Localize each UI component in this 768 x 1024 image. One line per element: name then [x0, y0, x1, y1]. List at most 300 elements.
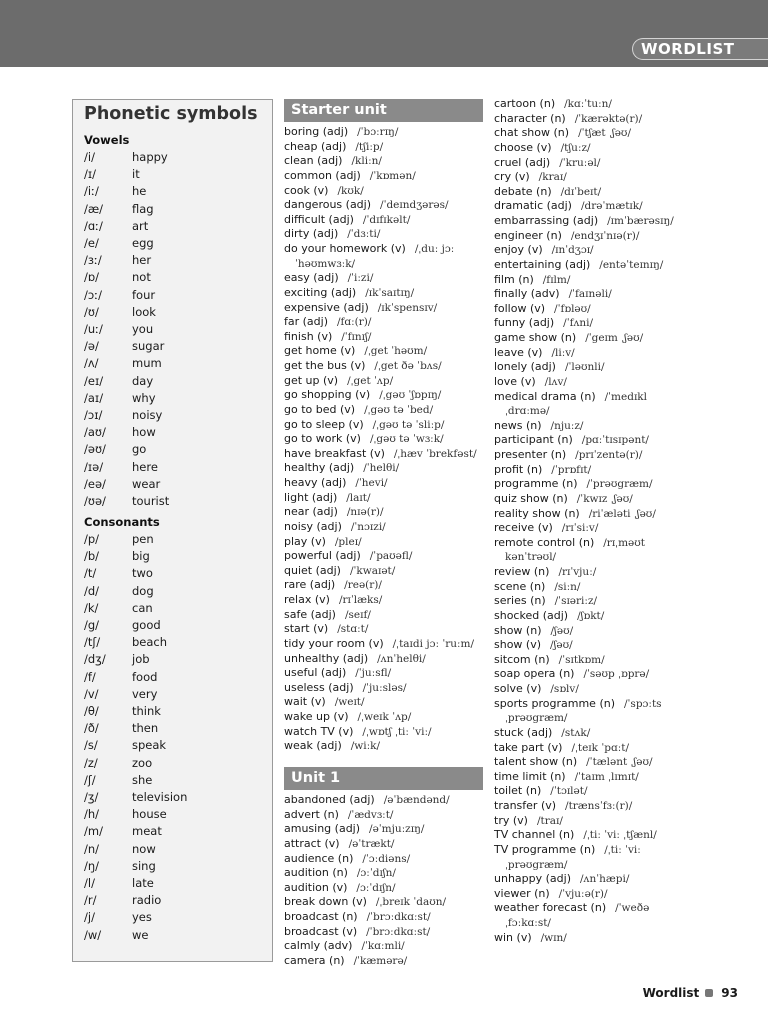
pronunciation: /ˌtiː ˈviː: [604, 843, 641, 856]
pronunciation: /trænsˈfɜː(r)/: [565, 800, 633, 812]
word-entry: [284, 505, 489, 520]
word-entry: [494, 229, 699, 244]
pronunciation: ˌfɔːkɑːst/: [505, 917, 551, 929]
headword: go shopping (v): [284, 388, 371, 402]
consonant-row: [84, 669, 157, 686]
headword: camera (n): [284, 953, 345, 967]
word-entry: [494, 931, 699, 946]
headword: go to sleep (v): [284, 417, 364, 431]
headword: finally (adv): [494, 287, 560, 301]
word-entry: [284, 739, 489, 754]
headword: series (n): [494, 594, 546, 608]
headword: lonely (adj): [494, 360, 556, 374]
word-entry: [284, 213, 489, 228]
pronunciation: /ʃəʊ/: [550, 639, 573, 652]
word-entry: [494, 185, 699, 200]
pronunciation: /ˈɔːdiəns/: [362, 852, 411, 865]
headword: wake up (v): [284, 710, 349, 723]
word-entry: [284, 808, 489, 823]
consonant-row: [84, 823, 162, 840]
headword: talent show (n): [494, 755, 578, 769]
consonant-row: [84, 737, 166, 754]
word-entry: [494, 273, 699, 288]
pronunciation: /riˈæləti ˌʃəʊ/: [588, 507, 656, 520]
headword: leave (v): [494, 345, 543, 359]
headword: TV channel (n): [494, 828, 575, 842]
pronunciation: /ˈtaɪm ˌlɪmɪt/: [574, 770, 639, 783]
phonetic-symbol: /l/: [84, 876, 95, 890]
word-entry: [494, 594, 699, 609]
word-entry: [284, 461, 489, 476]
page-number: 93: [721, 986, 738, 1000]
word-entry: [494, 419, 699, 434]
example-word: zoo: [132, 755, 153, 770]
word-entry: [284, 549, 489, 564]
headword: attract (v): [284, 836, 340, 850]
headword: sports programme (n): [494, 696, 615, 710]
phonetic-symbol: /uː/: [84, 322, 103, 336]
example-word: yes: [132, 910, 152, 925]
pronunciation: /ˈiːzi/: [347, 272, 374, 285]
pronunciation: /ˈpaʊəfl/: [369, 550, 413, 563]
pronunciation: /ˈsɪəriːz/: [554, 595, 598, 608]
pronunciation: /ʃəʊ/: [550, 624, 574, 637]
pronunciation: /drəˈmætɪk/: [580, 200, 643, 213]
consonant-row: [84, 927, 148, 944]
word-entry: [494, 609, 699, 624]
phonetic-symbol: /s/: [84, 738, 98, 753]
word-entry: [494, 916, 699, 931]
word-entry: [284, 374, 489, 389]
headword: break down (v): [284, 895, 367, 909]
pronunciation: /kɑːˈtuːn/: [564, 98, 612, 110]
headword: broadcast (v): [284, 924, 358, 938]
headword: broadcast (n): [284, 910, 358, 923]
vowel-row: [84, 183, 146, 200]
word-entry: [494, 755, 699, 770]
pronunciation: /ˈləʊnli/: [564, 361, 605, 374]
pronunciation: /ˈbrɔːdkɑːst/: [366, 911, 431, 923]
word-entry: [494, 638, 699, 653]
word-entry: [284, 184, 489, 199]
starter-unit-header: Starter unit: [284, 99, 483, 122]
word-entry: [284, 710, 489, 725]
consonant-row: [84, 634, 167, 651]
phonetic-symbol: /tʃ/: [84, 635, 101, 650]
word-entry: [494, 726, 699, 741]
pronunciation: /ˌhæv ˈbrekfəst/: [393, 447, 477, 460]
pronunciation: /ˈkærəktə(r)/: [574, 112, 643, 125]
pronunciation: /ˌgəʊ tə ˈbed/: [364, 403, 434, 416]
headword: relax (v): [284, 593, 330, 606]
example-word: beach: [132, 635, 168, 650]
pronunciation: /ˈnɔɪzi/: [350, 520, 386, 533]
headword: go to work (v): [284, 432, 361, 446]
word-entry: [494, 126, 699, 141]
word-entry: [284, 344, 489, 359]
pronunciation: /ɔːˈdɪʃn/: [356, 881, 396, 894]
word-entry: [494, 828, 699, 843]
headword: entertaining (adj): [494, 257, 591, 271]
headword: dirty (adj): [284, 227, 339, 241]
pronunciation: /ˌget ˈhəʊm/: [364, 345, 428, 358]
example-word: noisy: [132, 408, 163, 422]
word-entry: [284, 520, 489, 535]
vowel-row: [84, 252, 151, 269]
word-entry: [284, 271, 489, 286]
pronunciation: /ˈgeɪm ˌʃəʊ/: [585, 332, 644, 344]
example-word: pen: [132, 532, 154, 546]
pronunciation: /tʃiːp/: [355, 140, 384, 153]
phonetic-symbol: /n/: [84, 841, 100, 856]
example-word: she: [132, 772, 153, 787]
pronunciation: /ɔːˈdɪʃn/: [356, 867, 396, 880]
word-entry: [494, 360, 699, 375]
example-word: think: [132, 704, 161, 718]
word-entry: [494, 302, 699, 317]
pronunciation: /ˈfaɪnəli/: [568, 288, 612, 301]
word-entry: [494, 199, 699, 214]
pronunciation: /fɑː(r)/: [337, 316, 372, 329]
headword: exciting (adj): [284, 285, 357, 299]
vowels-heading: Vowels: [84, 133, 130, 147]
pronunciation: /ˈmedɪkl: [604, 390, 648, 403]
pronunciation: /ˈprəʊgræm/: [586, 478, 653, 491]
word-entry: [284, 725, 489, 740]
pronunciation: /reə(r)/: [344, 579, 382, 592]
vowel-row: [84, 338, 164, 355]
word-entry: [284, 140, 489, 155]
pronunciation: /laɪt/: [346, 491, 371, 504]
headword: win (v): [494, 930, 532, 944]
pronunciation: /kliːn/: [351, 155, 382, 168]
headword: do your homework (v): [284, 242, 406, 255]
pronunciation: /sɒlv/: [550, 683, 579, 695]
headword: follow (v): [494, 301, 546, 315]
example-word: here: [132, 459, 158, 474]
word-entry: [284, 622, 489, 637]
headword: scene (n): [494, 579, 546, 593]
pronunciation: /ˈsɪtkɒm/: [558, 653, 605, 666]
word-entry: [494, 404, 699, 419]
pronunciation: /ˌtiː ˈviː ˌtʃænl/: [583, 829, 657, 842]
word-entry: [284, 939, 489, 954]
consonant-row: [84, 651, 150, 668]
phonetic-symbol: /g/: [84, 618, 100, 632]
word-entry: [284, 666, 489, 681]
pronunciation: /ʌnˈhæpi/: [580, 873, 630, 886]
consonant-row: [84, 548, 150, 565]
headword: start (v): [284, 622, 329, 636]
word-entry: [494, 799, 699, 814]
pronunciation: /ˌduː jɔː: [414, 243, 455, 255]
phonetic-symbol: /ɑː/: [84, 218, 103, 233]
headword: cartoon (n): [494, 97, 556, 110]
pronunciation: /wiːk/: [350, 740, 381, 753]
word-entry: [494, 580, 699, 595]
headword: abandoned (adj): [284, 793, 375, 806]
pronunciation: /ˈtʃæt ˌʃəʊ/: [578, 127, 631, 140]
headword: medical drama (n): [494, 389, 596, 403]
footer-label: Wordlist: [642, 986, 700, 1000]
word-entry: [284, 881, 489, 896]
headword: finish (v): [284, 329, 333, 343]
pronunciation: /pleɪ/: [334, 535, 362, 548]
phonetic-symbols-box: [72, 99, 273, 962]
pronunciation: ˌprəʊgræm/: [505, 858, 568, 871]
phonetic-symbol: /ɔː/: [84, 287, 102, 302]
word-entry: [494, 97, 699, 112]
pronunciation: /rɪˈsiːv/: [561, 522, 599, 535]
phonetic-symbol: /v/: [84, 686, 99, 701]
pronunciation: /ˈkæmərə/: [353, 954, 408, 967]
example-word: art: [132, 218, 149, 233]
example-word: he: [132, 184, 147, 199]
phonetic-symbol: /t/: [84, 566, 97, 581]
example-word: good: [132, 618, 161, 632]
pronunciation: ˈhəʊmwɜːk/: [295, 257, 356, 270]
word-entry: [494, 901, 699, 916]
headword: amusing (adj): [284, 822, 361, 836]
phonetic-symbol: /ʌ/: [84, 356, 99, 371]
word-entry: [494, 390, 699, 405]
word-entry: [494, 843, 699, 858]
word-entry: [494, 887, 699, 902]
consonant-row: [84, 583, 154, 600]
consonant-row: [84, 755, 152, 772]
pronunciation: /kraɪ/: [538, 171, 567, 184]
headword: embarrassing (adj): [494, 214, 599, 227]
phonetic-symbol: /ʒ/: [84, 790, 99, 804]
consonant-row: [84, 909, 152, 926]
headword: unhealthy (adj): [284, 651, 369, 665]
word-entry: [284, 695, 489, 710]
pronunciation: /ˈdɪfɪkəlt/: [362, 213, 411, 226]
pronunciation: /stɑːt/: [337, 623, 369, 636]
word-entry: [494, 624, 699, 639]
vowel-row: [84, 166, 140, 183]
word-entry: [494, 141, 699, 156]
word-entry: [284, 822, 489, 837]
word-entry: [284, 125, 489, 140]
pronunciation: /ˌget ðə ˈbʌs/: [374, 360, 442, 372]
vowel-row: [84, 201, 154, 218]
headword: enjoy (v): [494, 243, 543, 257]
headword: review (n): [494, 565, 550, 578]
headword: stuck (adj): [494, 725, 553, 739]
example-word: big: [132, 549, 150, 564]
example-word: her: [132, 253, 152, 268]
headword: weather forecast (n): [494, 901, 607, 915]
word-entry: [494, 112, 699, 127]
pronunciation: /əˈtrækt/: [348, 837, 395, 850]
headword: advert (n): [284, 807, 339, 821]
page-footer: [643, 986, 738, 1000]
pronunciation: /ˈfɒləʊ/: [554, 302, 591, 315]
vowel-row: [84, 321, 153, 338]
headword: remote control (n): [494, 535, 595, 549]
headword: sitcom (n): [494, 652, 550, 666]
phonetic-symbol: /j/: [84, 910, 95, 925]
pronunciation: /ˌweɪk ˈʌp/: [357, 711, 412, 723]
pronunciation: /wɪn/: [540, 931, 567, 944]
word-entry: [284, 447, 489, 462]
word-entry: [284, 866, 489, 881]
example-word: day: [132, 373, 154, 388]
pronunciation: /ˈbɔːrɪŋ/: [357, 126, 399, 138]
pronunciation: /ˌteɪk ˈpɑːt/: [571, 741, 629, 754]
headword: TV programme (n): [494, 842, 596, 856]
headword: have breakfast (v): [284, 446, 385, 460]
word-entry: [284, 681, 489, 696]
pronunciation: /rɪˈlæks/: [338, 594, 383, 606]
word-entry: [284, 925, 489, 940]
phonetic-symbol: /ʃ/: [84, 772, 96, 787]
headword: cruel (adj): [494, 155, 551, 169]
headword: light (adj): [284, 490, 338, 504]
word-entry: [284, 403, 489, 418]
phonetic-symbol: /m/: [84, 824, 103, 839]
vowel-row: [84, 390, 156, 407]
pronunciation: /ˈkɒmən/: [369, 169, 416, 182]
unit1-header: Unit 1: [284, 767, 483, 790]
example-word: go: [132, 442, 147, 457]
headword: calmly (adv): [284, 939, 353, 953]
pronunciation: /ˈfʌni/: [563, 317, 594, 330]
pronunciation: /ˈtɔɪlət/: [550, 785, 588, 798]
word-entry: [284, 418, 489, 433]
vowel-row: [84, 304, 156, 321]
word-entry: [494, 316, 699, 331]
headword: wait (v): [284, 695, 326, 709]
word-entry: [284, 564, 489, 579]
pronunciation: /ʌnˈhelθi/: [377, 652, 426, 665]
phonetic-symbol: /dʒ/: [84, 652, 106, 667]
headword: tidy your room (v): [284, 636, 384, 650]
vowel-row: [84, 149, 168, 166]
phonetic-symbol: /i/: [84, 150, 95, 164]
pronunciation: ˌprəʊgræm/: [505, 712, 568, 725]
example-word: mum: [132, 356, 162, 371]
headword: useless (adj): [284, 680, 354, 694]
pronunciation: /ɪnˈdʒɔɪ/: [551, 244, 594, 257]
word-entry: [284, 910, 489, 925]
phonetic-title: Phonetic symbols: [84, 104, 258, 124]
pronunciation: /ˈkwaɪət/: [349, 564, 396, 577]
vowel-row: [84, 441, 146, 458]
consonant-row: [84, 875, 154, 892]
vowel-row: [84, 407, 162, 424]
headword: far (adj): [284, 315, 328, 329]
headword: soap opera (n): [494, 667, 575, 681]
headword: character (n): [494, 111, 566, 125]
word-entry: [284, 593, 489, 608]
pronunciation: /ˈdeɪndʒərəs/: [380, 199, 449, 212]
word-entry: [494, 214, 699, 229]
word-entry: [494, 331, 699, 346]
word-entry: [494, 258, 699, 273]
pronunciation: /rɪˈvjuː/: [558, 566, 597, 578]
pronunciation: /endʒɪˈnɪə(r)/: [570, 229, 640, 242]
headword: near (adj): [284, 505, 338, 519]
word-entry: [494, 711, 699, 726]
pronunciation: /ɪkˈspensɪv/: [377, 301, 438, 314]
square-bullet-icon: [705, 989, 713, 997]
word-entry: [494, 463, 699, 478]
consonants-heading: Consonants: [84, 515, 160, 529]
word-entry: [494, 448, 699, 463]
headword: get up (v): [284, 373, 339, 387]
consonant-row: [84, 841, 156, 858]
word-entry: [494, 243, 699, 258]
headword: toilet (n): [494, 784, 542, 798]
word-entry: [284, 637, 489, 652]
example-word: dog: [132, 583, 154, 598]
headword: quiet (adj): [284, 563, 341, 577]
headword: rare (adj): [284, 578, 336, 592]
headword: shocked (adj): [494, 608, 569, 622]
pronunciation: /ˌgəʊ ˈʃɒpɪŋ/: [379, 389, 442, 402]
pronunciation: /traɪ/: [536, 814, 563, 827]
pronunciation: /ˈfɪnɪʃ/: [341, 330, 372, 343]
pronunciation: /fɪlm/: [542, 273, 571, 286]
phonetic-symbol: /eə/: [84, 476, 106, 491]
headword: receive (v): [494, 521, 553, 535]
consonant-row: [84, 617, 161, 634]
word-entry: [284, 954, 489, 969]
pronunciation: /ˈhevi/: [355, 477, 388, 489]
example-word: four: [132, 287, 156, 302]
vowel-row: [84, 235, 154, 252]
headword: choose (v): [494, 140, 552, 154]
headword: cook (v): [284, 183, 329, 197]
pronunciation: /ˈvjuːə(r)/: [558, 887, 608, 900]
vowel-row: [84, 287, 155, 304]
word-entry: [284, 388, 489, 403]
phonetic-symbol: /aɪ/: [84, 390, 104, 405]
pronunciation: /ˈprɒfɪt/: [551, 463, 592, 476]
headword: weak (adj): [284, 739, 342, 753]
example-word: late: [132, 876, 154, 890]
word-entry: [494, 536, 699, 551]
headword: clean (adj): [284, 154, 343, 168]
pronunciation: /ɪmˈbærəsɪŋ/: [607, 215, 674, 227]
phonetic-symbol: /aʊ/: [84, 425, 106, 440]
word-entry: [494, 858, 699, 873]
headword: healthy (adj): [284, 461, 355, 475]
word-entry: [284, 432, 489, 447]
pronunciation: /seɪf/: [344, 608, 371, 621]
word-entry: [494, 477, 699, 492]
pronunciation: /ˌgəʊ tə ˈsliːp/: [372, 418, 445, 431]
phonetic-symbol: /ʊə/: [84, 494, 106, 508]
headword: chat show (n): [494, 126, 570, 140]
headword: show (v): [494, 638, 542, 652]
headword: cheap (adj): [284, 139, 347, 153]
example-word: how: [132, 425, 156, 440]
pronunciation: /stʌk/: [561, 726, 591, 739]
headword: programme (n): [494, 477, 578, 491]
headword: game show (n): [494, 331, 577, 344]
word-entry: [494, 697, 699, 712]
headword: quiz show (n): [494, 491, 568, 505]
headword: useful (adj): [284, 666, 347, 680]
headword: play (v): [284, 534, 326, 548]
pronunciation: /lʌv/: [544, 375, 567, 388]
word-entry: [284, 359, 489, 374]
phonetic-symbol: /d/: [84, 583, 100, 598]
vowel-row: [84, 373, 153, 390]
